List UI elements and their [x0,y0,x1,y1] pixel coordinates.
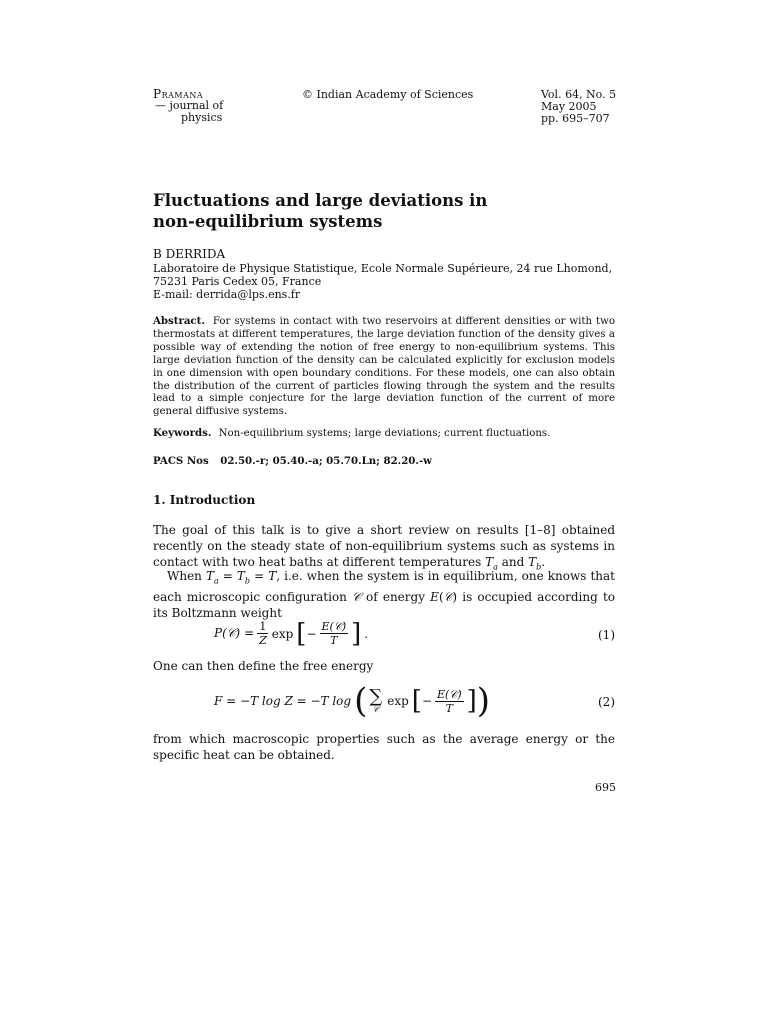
pacs-numbers: 02.50.-r; 05.40.-a; 05.70.Ln; 82.20.-w [220,455,432,467]
affiliation-line-1: Laboratoire de Physique Statistique, Ecole Normale Supérieure, 24 rue Lhomond, [153,262,613,275]
keywords-label: Keywords. [153,427,212,439]
copyright-line [302,89,473,101]
equation-2-number: (2) [598,695,615,709]
journal-name: Pramana [153,87,204,101]
issue-info [541,89,616,125]
issue-date: May 2005 [541,100,597,113]
abstract [153,315,615,419]
keywords [153,427,615,439]
eq1-energy-fraction: $\frac{\text{E(𝒞)}}{T}$ [321,620,347,647]
paragraph-2-text: , i.e. when the system is in equilibrium, one knows that each microscopic configuration [153,569,616,605]
copyright-icon: © [302,88,313,101]
affiliation [153,262,623,301]
paragraph-2: When $T_a = T_b = T$, i.e. when the system is in equilibrium, one knows that each microscopic configuration 𝒞 of energy E(𝒞) is occupied according to its Boltzmann weight [153,569,616,621]
eq2-sum: ∑ 𝒞 [369,686,383,714]
email: E-mail: derrida@lps.ens.fr [153,288,301,301]
copyright-holder: Indian Academy of Sciences [316,88,474,101]
keywords-text: Non-equilibrium systems; large deviations; current fluctuations. [218,428,551,439]
abstract-text: For systems in contact with two reservoirs at different densities or with two thermostats at different temperatures, the large deviation function of the density gives a possible way of extending the notion of free energy to non-equilibrium systems. This large deviation function of the density can be calculated explicitly for exclusion models in one dimension with open boundary conditions. For these models, one can also obtain the distribution of the current of particles flowing through the system and the results lead to a simple conjecture for the large deviation function of the current of more general diffusive systems. [153,316,615,418]
math-tb: $T_b$ [528,555,542,572]
eq1-fraction: $\frac{1}{Z}$ [259,620,267,647]
math-ta: $T_a$ [485,555,498,572]
paragraph-1: The goal of this talk is to give a short review on results [1–8] obtained recently on the steady state of non-equilibrium systems such as systems in contact with two heat baths at different temperatures $T_a$ and $T_b$. [153,523,615,572]
volume: Vol. 64, No. 5 [541,88,617,101]
paragraph-2-rest: is occupied according to its Boltzmann weight [153,590,616,621]
paragraph-2-when: When [167,569,206,583]
journal-subtitle-1: — journal of [155,99,224,112]
author: B DERRIDA [153,247,226,261]
paragraph-1-and: and [497,555,529,569]
eq2-energy-fraction: $\frac{\text{E(𝒞)}}{T}$ [437,687,462,715]
math-equality: $T_a = T_b = T$ [205,569,277,586]
section-heading: 1. Introduction [153,493,256,507]
paragraph-1-text: The goal of this talk is to give a short review on results [1–8] obtained recently on the steady state of non-equilibrium systems such as systems in contact with two heat baths at different temperatures [153,523,615,569]
journal-subtitle-2: physics [181,111,223,124]
paragraph-2-of-energy: of energy [360,590,431,605]
equation-1-number: (1) [598,628,615,642]
math-config: 𝒞 [352,590,361,605]
abstract-label: Abstract. [153,315,205,327]
eq1-lhs: P(𝒞) = [214,626,255,640]
paper-title [153,190,623,232]
pacs [153,455,615,467]
math-energy: E [430,590,439,605]
affiliation-line-2: 75231 Paris Cedex 05, France [153,275,322,288]
equation-1: P(𝒞) = $\frac{1}{Z}$ exp [ − $\frac{\text{E(𝒞)}}{T}$ ] . [214,618,369,649]
paragraph-4: from which macroscopic properties such as the average energy or the specific heat can be obtained. [153,732,615,762]
eq1-exp: exp [271,626,294,641]
eq2-lhs: F = −T log Z = −T log [214,694,352,708]
page-range: pp. 695–707 [541,112,610,125]
journal-block [153,88,223,124]
pacs-label: PACS Nos [153,455,209,467]
page-number: 695 [595,781,616,794]
eq2-exp: exp [387,694,409,708]
equation-2: F = −T log Z = −T log ( ∑ 𝒞 exp [ − $\frac{\text{E(𝒞)}}{T}$ ] ) [214,681,491,721]
paragraph-3: One can then define the free energy [153,659,374,673]
title-line-2: non-equilibrium systems [153,212,383,231]
title-line-1: Fluctuations and large deviations in [153,191,488,210]
